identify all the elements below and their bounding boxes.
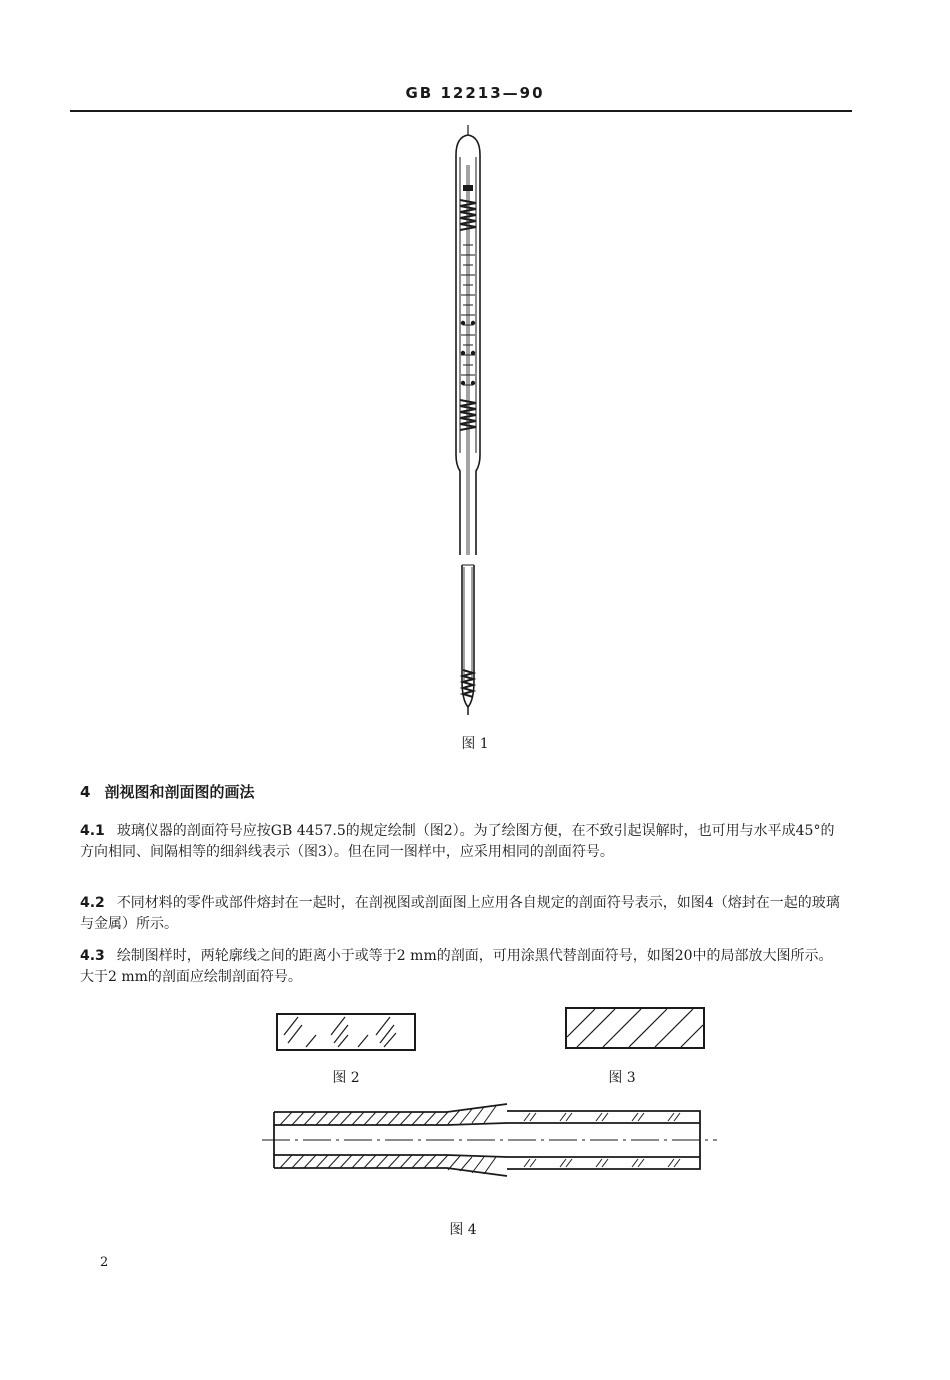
figure-3-hatch-section-symbol [565,1007,705,1049]
section-number: 4 [80,783,91,801]
header-rule [70,110,852,112]
figure-1-thermometer-drawing [430,125,510,725]
section-heading [80,781,254,802]
paragraph-4-1 [80,821,840,863]
paragraph-number: 4.1 [80,823,105,839]
figure-4-glass-metal-seal [262,1095,717,1185]
upper-outer-contour-left [456,155,460,555]
paragraph-text: 不同材料的零件或部件熔封在一起时，在剖视图或剖面图上应用各自规定的剖面符号表示，如图4（熔封在一起的玻璃与金属）所示。 [80,895,840,932]
section-title: 剖视图和剖面图的画法 [104,783,255,801]
upper-coil [460,200,476,230]
paragraph-text: 绘制图样时，两轮廓线之间的距离小于或等于2 mm的剖面，可用涂黑代替剖面符号，如图20中的局部放大图所示。大于2 mm的剖面应绘制剖面符号。 [80,948,833,985]
paragraph-number: 4.3 [80,948,105,964]
paragraph-text: 玻璃仪器的剖面符号应按GB 4457.5的规定绘制（图2）。为了绘图方便，在不致引起误解时，也可用与水平成45°的方向相同、间隔相等的细斜线表示（图3）。但在同一图样中，应采用相同的剖面符号。 [80,823,835,860]
paragraph-number: 4.2 [80,895,105,911]
page-number: 2 [100,1255,109,1270]
figure-2-glass-section-symbol [276,1013,416,1051]
figure-2-caption: 图 2 [332,1070,360,1086]
paragraph-4-3 [80,946,840,988]
standard-header: GB 12213—90 [405,84,545,102]
figure-1-caption: 图 1 [461,736,489,752]
lower-coil [460,400,476,430]
figure-3-caption: 图 3 [608,1070,636,1086]
paragraph-4-2 [80,893,840,935]
figure-4-caption: 图 4 [449,1222,477,1238]
